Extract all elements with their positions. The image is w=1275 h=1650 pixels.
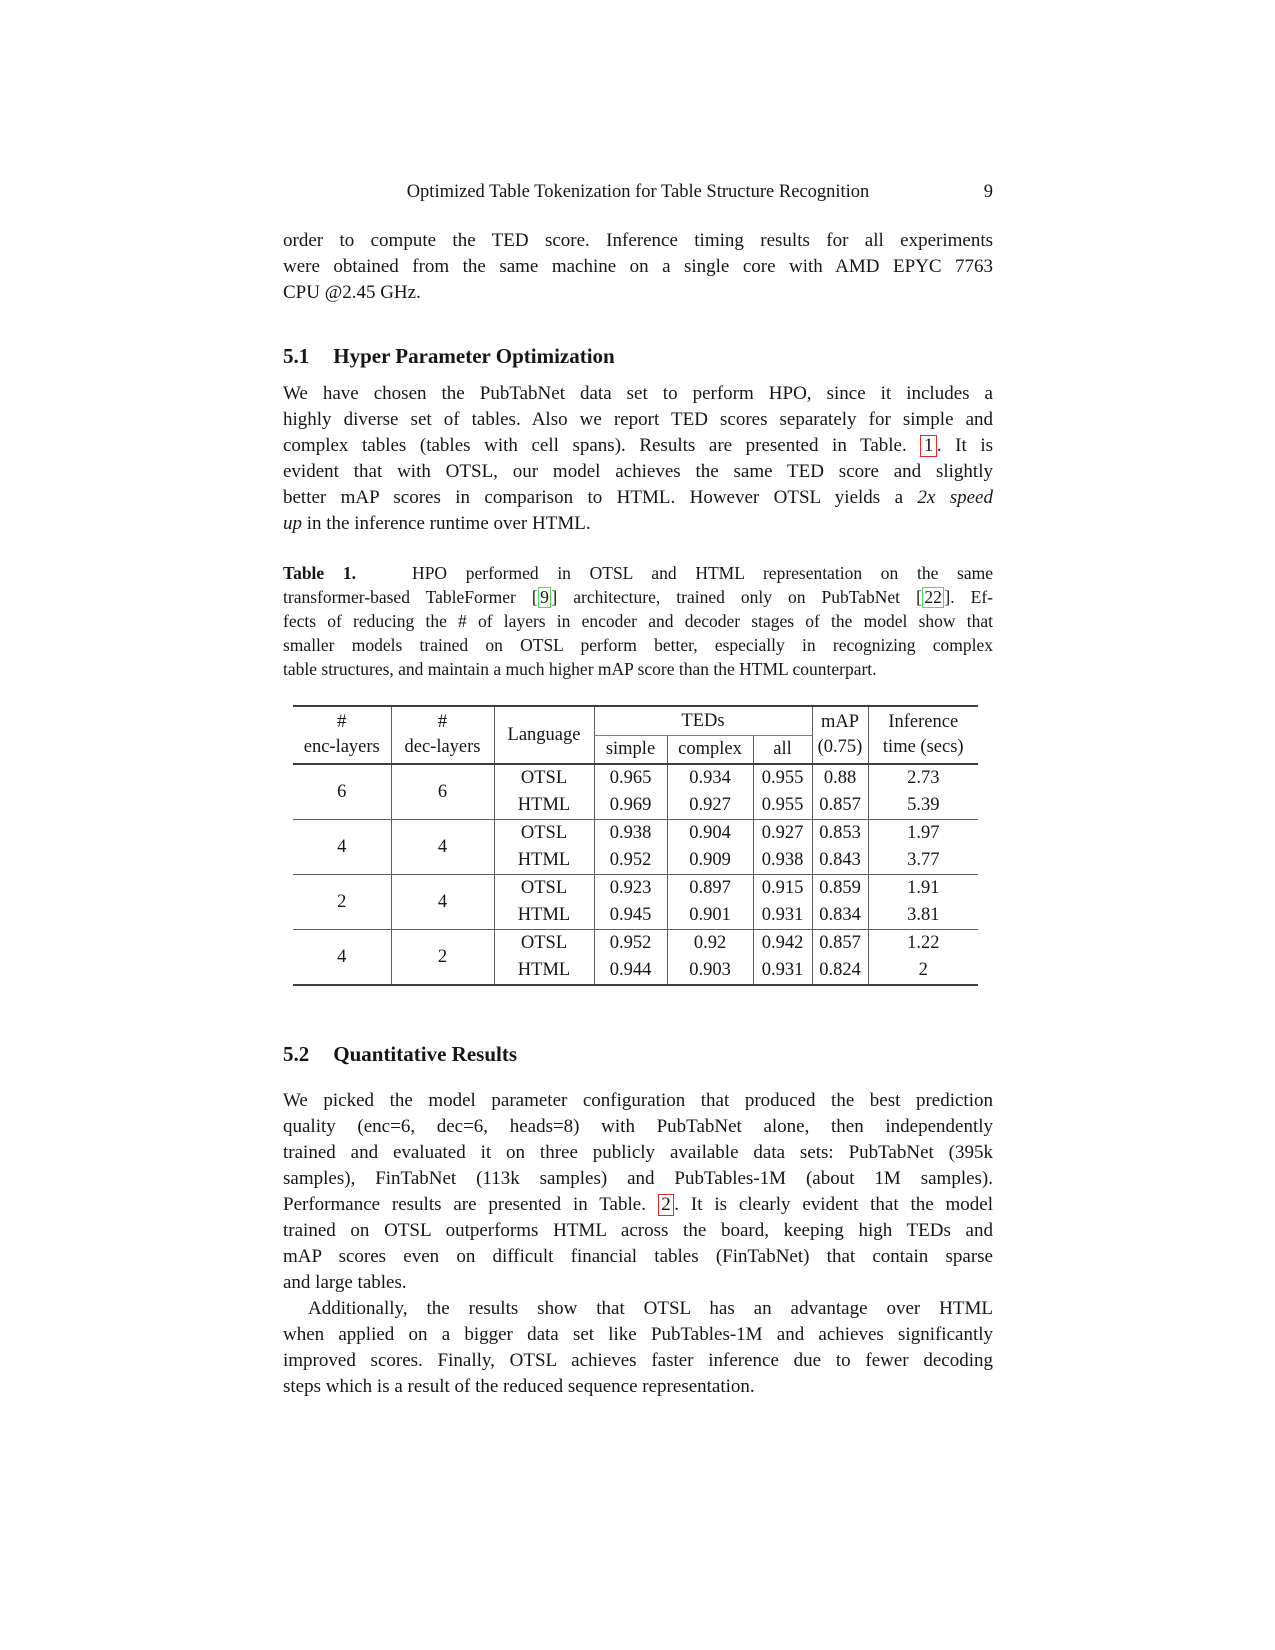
map-value: 0.824 [812,957,868,985]
time-value: 3.81 [868,902,978,930]
header-text: dec-layers [404,737,481,757]
section-5-1-heading [283,344,993,369]
language-value: HTML [494,957,594,985]
header-text: Inference [888,712,959,732]
text-line: We have chosen the PubTabNet data set to perform HPO, since it includes a [283,383,993,404]
text-line: fects of reducing the # of layers in encoder and decoder stages of the model show that [283,611,993,631]
complex-value: 0.901 [667,902,753,930]
map-value: 0.88 [812,764,868,792]
intro-paragraph [283,228,993,306]
text-line: trained on OTSL outperforms HTML across the board, keeping high TEDs and [283,1220,993,1241]
simple-value: 0.938 [594,820,667,848]
complex-value: 0.92 [667,930,753,958]
text-line: CPU @2.45 GHz. [283,282,421,303]
language-value: HTML [494,792,594,820]
map-value: 0.834 [812,902,868,930]
table-1 [293,705,978,986]
all-value: 0.955 [753,792,812,820]
table-ref-link[interactable]: 2 [658,1194,675,1216]
complex-value: 0.909 [667,847,753,875]
header-map [812,706,868,764]
table-row [293,764,978,792]
header-inference-time [868,706,978,764]
enc-layers-value: 4 [293,930,391,986]
table-1-caption [283,561,993,681]
enc-layers-value: 2 [293,875,391,930]
section-5-1-paragraph [283,381,993,537]
all-value: 0.955 [753,764,812,792]
language-value: OTSL [494,764,594,792]
map-value: 0.843 [812,847,868,875]
header-text: # [437,712,448,732]
language-value: HTML [494,847,594,875]
language-value: HTML [494,902,594,930]
text-line: up in the inference runtime over HTML. [283,513,591,534]
time-value: 1.91 [868,875,978,903]
simple-value: 0.952 [594,847,667,875]
all-value: 0.938 [753,847,812,875]
styled-text: 2x speed [917,487,993,508]
time-value: 2 [868,957,978,985]
table-row [293,875,978,903]
header-dec-layers [391,706,494,764]
complex-value: 0.934 [667,764,753,792]
time-value: 2.73 [868,764,978,792]
time-value: 3.77 [868,847,978,875]
styled-text: Table 1. [283,563,356,583]
simple-value: 0.923 [594,875,667,903]
simple-value: 0.969 [594,792,667,820]
simple-value: 0.965 [594,764,667,792]
dec-layers-value: 6 [391,764,494,820]
text-line: steps which is a result of the reduced sequence representation. [283,1376,755,1397]
text-line: better mAP scores in comparison to HTML. However OTSL yields a 2x speed [283,487,993,508]
language-value: OTSL [494,875,594,903]
text-line: evident that with OTSL, our model achieves the same TED score and slightly [283,461,993,482]
text-line: transformer-based TableFormer [ 9 ] architecture, trained only on PubTabNet [ 22 ]. Ef- [283,587,993,607]
text-line: highly diverse set of tables. Also we report TED scores separately for simple and [283,409,993,430]
table-ref-link[interactable]: 1 [920,435,937,457]
dec-layers-value: 4 [391,875,494,930]
running-title: Optimized Table Tokenization for Table Structure Recognition [406,182,870,202]
header-simple: simple [594,736,667,765]
header-text: # [337,712,347,732]
map-value: 0.857 [812,792,868,820]
dec-layers-value: 4 [391,820,494,875]
time-value: 1.97 [868,820,978,848]
time-value: 5.39 [868,792,978,820]
map-value: 0.853 [812,820,868,848]
header-complex: complex [667,736,753,765]
all-value: 0.931 [753,902,812,930]
header-all: all [753,736,812,765]
complex-value: 0.903 [667,957,753,985]
text-line: quality (enc=6, dec=6, heads=8) with PubTabNet alone, then independently [283,1116,993,1137]
language-value: OTSL [494,930,594,958]
all-value: 0.931 [753,957,812,985]
text-line: mAP scores even on difficult financial tables (FinTabNet) that contain sparse [283,1246,993,1267]
complex-value: 0.904 [667,820,753,848]
all-value: 0.915 [753,875,812,903]
table-row [293,820,978,848]
header-enc-layers [293,706,391,764]
citation-link[interactable]: 22 [922,587,945,608]
text-line: trained and evaluated it on three publicly available data sets: PubTabNet (395k [283,1142,993,1163]
simple-value: 0.944 [594,957,667,985]
time-value: 1.22 [868,930,978,958]
section-5-2-heading [283,1042,993,1067]
all-value: 0.942 [753,930,812,958]
header-language: Language [494,706,594,764]
text-line: complex tables (tables with cell spans). Results are presented in Table. 1 . It is [283,435,993,456]
text-line: We picked the model parameter configuration that produced the best prediction [283,1090,993,1111]
text-line: Additionally, the results show that OTSL has an advantage over HTML [308,1298,993,1319]
text-line: Table 1. HPO performed in OTSL and HTML representation on the same [283,563,993,583]
text-line: table structures, and maintain a much higher mAP score than the HTML counterpart. [283,659,877,679]
section-5-2-paragraph-1 [283,1088,993,1296]
header-text: (0.75) [817,737,863,757]
text-line: when applied on a bigger data set like PubTables-1M and achieves significantly [283,1324,993,1345]
complex-value: 0.897 [667,875,753,903]
simple-value: 0.945 [594,902,667,930]
map-value: 0.859 [812,875,868,903]
section-title: Quantitative Results [333,1042,517,1066]
dec-layers-value: 2 [391,930,494,986]
header-text: mAP [820,712,860,732]
map-value: 0.857 [812,930,868,958]
running-header [283,182,993,208]
text-line: and large tables. [283,1272,407,1293]
styled-text: up [283,513,302,534]
text-line: were obtained from the same machine on a single core with AMD EPYC 7763 [283,256,993,277]
text-line: improved scores. Finally, OTSL achieves faster inference due to fewer decoding [283,1350,993,1371]
citation-link[interactable]: 9 [538,587,552,608]
simple-value: 0.952 [594,930,667,958]
all-value: 0.927 [753,820,812,848]
section-5-2-paragraph-2 [283,1296,993,1400]
section-title: Hyper Parameter Optimization [333,344,615,368]
enc-layers-value: 6 [337,781,347,802]
section-number: 5.2 [283,1042,310,1066]
language-value: OTSL [494,820,594,848]
text-line: smaller models trained on OTSL perform better, especially in recognizing complex [283,635,993,655]
text-line: order to compute the TED score. Inference timing results for all experiments [283,230,993,251]
table-1-body [293,764,978,985]
table-row [293,930,978,958]
page-number: 9 [983,182,993,202]
enc-layers-value: 4 [293,820,391,875]
text-line: Performance results are presented in Table. 2 . It is clearly evident that the model [283,1194,993,1215]
header-text: enc-layers [303,737,380,757]
text-line: samples), FinTabNet (113k samples) and PubTables-1M (about 1M samples). [283,1168,993,1189]
table-1-container [293,705,978,986]
header-text: time (secs) [882,737,964,757]
complex-value: 0.927 [667,792,753,820]
header-teds: TEDs [594,706,812,736]
section-number: 5.1 [283,344,310,368]
